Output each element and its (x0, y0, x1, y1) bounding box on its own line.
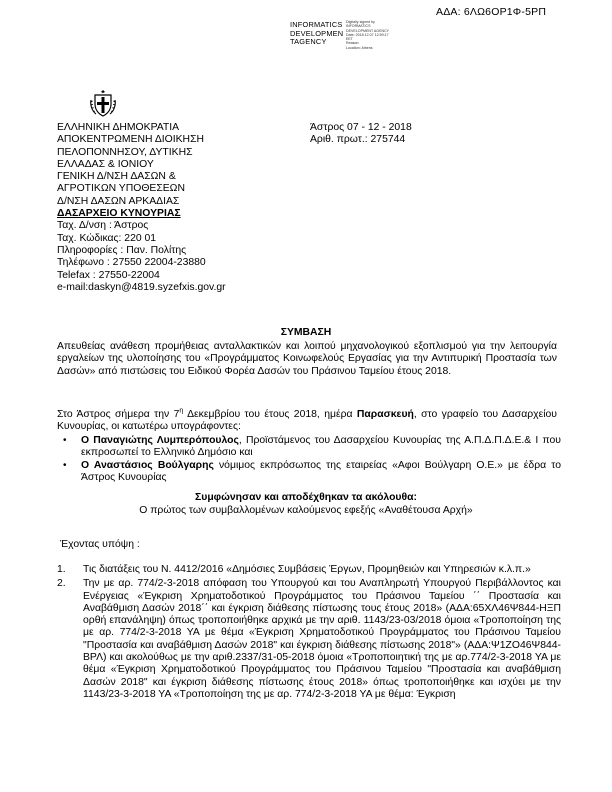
document-title: ΣΥΜΒΑΣΗ (280, 327, 332, 338)
header-line: ΑΓΡΟΤΙΚΩΝ ΥΠΟΘΕΣΕΩΝ (57, 183, 185, 195)
ida-fine-line: Digitally signed by (346, 20, 375, 24)
ida-fine-line: EET (346, 37, 353, 42)
list-item (57, 564, 561, 576)
intro-paragraph (57, 409, 557, 434)
postcode-line: Ταχ. Κώδικας: 220 01 (57, 232, 157, 244)
ida-logo-text (290, 21, 343, 47)
header-line: ΕΛΛΗΝΙΚΗ ΔΗΜΟΚΡΑΤΙΑ (57, 122, 180, 133)
list-item (57, 578, 561, 701)
agreed-heading: Συμφώνησαν και αποδέχθηκαν τα ακόλουθα: (195, 492, 417, 503)
item-number: 1. (57, 564, 66, 575)
contractor-line: Ο πρώτος των συμβαλλομένων καλούμενος εφεξής «Αναθέτουσα Αρχή» (139, 505, 473, 516)
ida-fine-line: INFORMATICS (346, 24, 371, 29)
header-line: ΑΠΟΚΕΝΤΡΩΜΕΝΗ ΔΙΟΙΚΗΣΗ (57, 134, 204, 146)
date-protocol-block (310, 122, 412, 147)
intro-day: Παρασκευή (356, 409, 414, 420)
considerations-list (57, 564, 561, 701)
bullet-icon: • (63, 435, 67, 446)
item-number: 2. (57, 578, 66, 590)
party-item (57, 460, 561, 485)
header-line: Δ/ΝΣΗ ΔΑΣΩΝ ΑΡΚΑΔΙΑΣ (57, 195, 180, 207)
intro-text: Στο Άστρος σήμερα την 7 (57, 409, 180, 420)
intro-sup: η (179, 407, 184, 415)
intro-text: Δεκεμβρίου του έτους 2018, ημέρα (183, 409, 357, 420)
ada-code: ΑΔΑ: 6ΛΩ6ΟΡ1Φ-5ΡΠ (436, 6, 547, 18)
party-name: Ο Αναστάσιος Βούλγαρης (81, 459, 214, 471)
bullet-icon: • (63, 459, 67, 471)
protocol-number: Αριθ. πρωτ.: 275744 (310, 134, 406, 146)
place-date: Άστρος 07 - 12 - 2018 (310, 122, 412, 133)
parties-list (57, 435, 561, 484)
item-text: Τις διατάξεις του Ν. 4412/2016 «Δημόσιες Συμβάσεις Έργων, Προμηθειών και Υπηρεσιών κ.λ.π.» (83, 564, 531, 575)
header-line: ΕΛΛΑΔΑΣ & ΙΟΝΙΟΥ (57, 158, 154, 170)
address-line: Ταχ. Δ/νση : Άστρος (57, 220, 149, 232)
ida-fine-line: DEVELOPMENT AGENCY (346, 28, 390, 33)
ida-signature-stamp (290, 18, 400, 58)
item-text: Την με αρ. 774/2-3-2018 απόφαση του Υπουργού και του Αναπληρωτή Υπουργού Περιβάλλοντος και Ενέργειας «Έγκριση Χρηματοδοτικού Προγράμματος του Πράσινου Ταμείου ΄΄ Προστασία και Αναβάθμιση Δασών 2018΄΄ και έγκριση διάθεσης πίστωσης τους έτους 2018» (ΑΔΑ:65ΧΛ46Ψ844-ΗΞΠ ορθή επανάληψη) όπως τροποποιήθηκε αρχικά με την αριθ. 1143/23-03/2018 όμοια «Τροποποίηση της με αρ. 774/2-3-2018 ΥΑ με θέμα «Έγκριση Χρηματοδοτικού Προγράμματος του Πράσινου Ταμείου "Προστασία και αναβάθμιση Δασών 2018" και έγκριση διάθεσης πίστωσης 2018"» (ΑΔΑ:Ψ1ΖΟ46Ψ844-ΒΡΛ) και ακολούθως με την αριθ.2337/31-05-2018 όμοια «Τροποποιητική της με αρ.774/2-3-2018 ΥΑ με θέμα «Έγκριση Χρηματοδοτικού Προγράμματος του Πράσινου Ταμείου "Προστασία και αναβάθμιση Δασών 2018" και έγκριση διάθεσης πίστωσης έτους 2018» όπως τροποποιήθηκε και ισχύει με την 1143/23-3-2018 ΥΑ «Τροποποίηση της με αρ. 774/2-3-2018 ΥΑ με θέμα: Έγκριση (83, 578, 561, 700)
issuer-header (57, 122, 257, 294)
greek-emblem-icon (88, 88, 118, 118)
party-text: , Προϊστάμενος του Δασαρχείου Κυνουρίας της Α.Π.Δ.Π.Δ.Ε.& Ι που εκπροσωπεί το Ελληνικό Δημόσιο και (81, 435, 561, 459)
party-name: Ο Παναγιώτης Λυμπερόπουλος (81, 435, 239, 446)
fax-line: Telefax : 27550-22004 (57, 269, 160, 281)
intro-text: , στο γραφείο του Δασαρχείου Κυνουρίας, οι κατωτέρω υπογράφοντες: (57, 409, 557, 433)
phone-line: Τηλέφωνο : 27550 22004-23880 (57, 257, 206, 269)
ida-line: TAGENCY (290, 37, 327, 47)
party-item (57, 435, 561, 460)
party-text: νόμιμος εκπρόσωπος της εταιρείας «Αφοι Βούλγαρη Ο.Ε.» με έδρα το Άστρος Κυνουρίας (81, 459, 561, 483)
header-line: ΓΕΝΙΚΗ Δ/ΝΣΗ ΔΑΣΩΝ & (57, 171, 176, 183)
considering-heading: Έχοντας υπόψη : (60, 539, 140, 550)
forest-office-name: ΔΑΣΑΡΧΕΙΟ ΚΥΝΟΥΡΙΑΣ (57, 208, 181, 220)
ida-line: DEVELOPMEN (290, 28, 344, 38)
subject-paragraph: Απευθείας ανάθεση προμήθειας ανταλλακτικών και λοιπού μηχανολογικού εξοπλισμού για την λειτουργία εργαλείων της υλοποίησης του «Προγράμματος Κοινωφελούς Εργασίας για την Αντιπυρική Προστασία των Δασών» από πιστώσεις του Ειδικού Φορέα Δασών του Πράσινου Ταμείου έτους 2018. (57, 341, 557, 377)
ida-line: INFORMATICS (290, 20, 343, 29)
ida-fine-line: Date: 2018.12.07 12:59:17 (346, 32, 389, 37)
ida-fine-print (346, 20, 389, 50)
ida-fine-line: Reason: (346, 41, 360, 46)
ida-fine-line: Location: Athens (346, 45, 373, 50)
header-line: ΠΕΛΟΠΟΝΝΗΣΟΥ, ΔΥΤΙΚΗΣ (57, 146, 193, 158)
info-contact-line: Πληροφορίες : Παν. Πολίτης (57, 244, 187, 256)
email-line: e-mail:daskyn@4819.syzefxis.gov.gr (57, 281, 226, 293)
